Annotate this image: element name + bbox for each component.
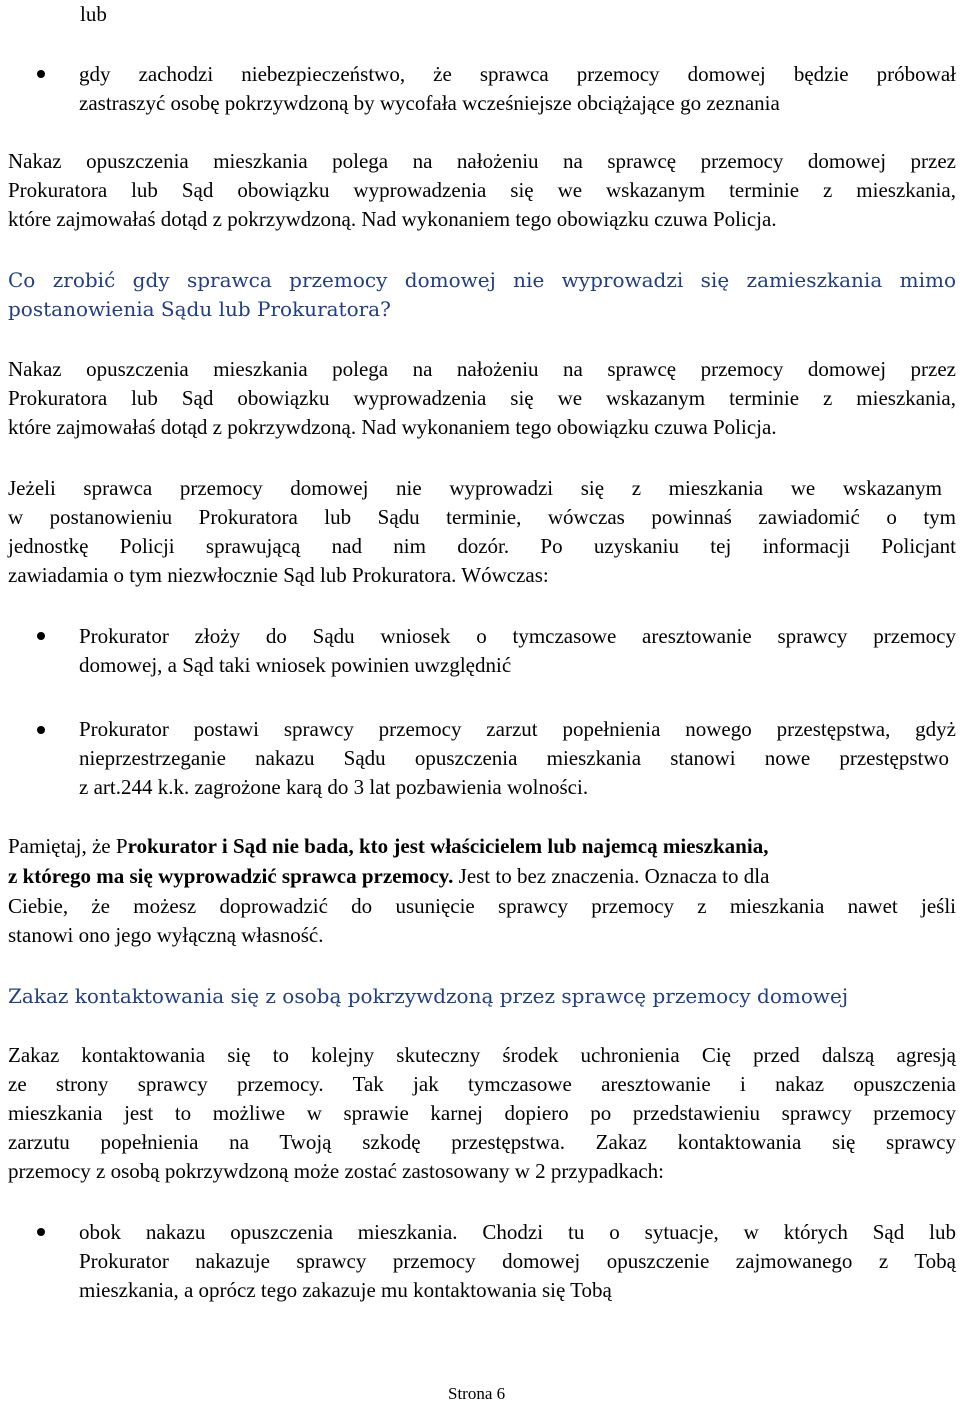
para5-line4: zarzutu popełnienia na Twoją szkodę przestępstwa. Zakaz kontaktowania się sprawcy: [8, 1130, 956, 1154]
para4-line4: stanowi ono jego wyłączną własność.: [8, 923, 324, 947]
bullet2-line1: Prokurator złoży do Sądu wniosek o tymczasowe aresztowanie sprawcy przemocy: [79, 624, 956, 648]
para4-line2-bold: z którego ma się wyprowadzić sprawca przemocy.: [8, 864, 454, 888]
bullet-dot: [37, 726, 45, 734]
bullet3-line1: Prokurator postawi sprawcy przemocy zarzut popełnienia nowego przestępstwa, gdyż: [79, 717, 956, 741]
bullet2-line2: domowej, a Sąd taki wniosek powinien uwzględnić: [79, 653, 512, 677]
para5-line2: ze strony sprawcy przemocy. Tak jak tymczasowe aresztowanie i nakaz opuszczenia: [8, 1072, 956, 1096]
para4-line2-plain: Jest to bez znaczenia. Oznacza to dla: [453, 864, 770, 888]
bullet1-line1: gdy zachodzi niebezpieczeństwo, że sprawca przemocy domowej będzie próbował: [79, 62, 956, 86]
para3-line1: Jeżeli sprawca przemocy domowej nie wyprowadzi się z mieszkania we wskazanym: [8, 476, 942, 500]
para4-line2: [8, 862, 769, 891]
para2-line1: Nakaz opuszczenia mieszkania polega na nałożeniu na sprawcę przemocy domowej przez: [8, 357, 956, 381]
para3-line2: w postanowieniu Prokuratora lub Sądu terminie, wówczas powinnaś zawiadomić o tym: [8, 505, 956, 529]
bullet-dot: [37, 632, 45, 640]
bullet-dot: [37, 1228, 45, 1236]
bullet3-line2: nieprzestrzeganie nakazu Sądu opuszczenia mieszkania stanowi nowe przestępstwo: [79, 746, 949, 770]
heading1-line2: postanowienia Sądu lub Prokuratora?: [8, 297, 391, 321]
heading1-line1: Co zrobić gdy sprawca przemocy domowej nie wyprowadzi się zamieszkania mimo: [8, 268, 956, 292]
para5-line1: Zakaz kontaktowania się to kolejny skuteczny środek uchronienia Cię przed dalszą agresją: [8, 1043, 956, 1067]
para5-line3: mieszkania jest to możliwe w sprawie karnej dopiero po przedstawieniu sprawcy przemocy: [8, 1101, 956, 1125]
bullet4-line2: Prokurator nakazuje sprawcy przemocy domowej opuszczenie zajmowanego z Tobą: [79, 1249, 956, 1273]
heading2: Zakaz kontaktowania się z osobą pokrzywdzoną przez sprawcę przemocy domowej: [8, 984, 849, 1008]
para2-line3: które zajmowałaś dotąd z pokrzywdzoną. Nad wykonaniem tego obowiązku czuwa Policja.: [8, 415, 777, 439]
bullet4-line3: mieszkania, a oprócz tego zakazuje mu kontaktowania się Tobą: [79, 1278, 612, 1302]
para3-line3: jednostkę Policji sprawującą nad nim dozór. Po uzyskaniu tej informacji Policjant: [8, 534, 956, 558]
para1-line2: Prokuratora lub Sąd obowiązku wyprowadzenia się we wskazanym terminie z mieszkania,: [8, 178, 956, 202]
para4-line1-bold: rokurator i Sąd nie bada, kto jest właścicielem lub najemcą mieszkania,: [127, 834, 769, 858]
bullet-dot: [37, 70, 45, 78]
bullet1-line2: zastraszyć osobę pokrzywdzoną by wycofała wcześniejsze obciążające go zeznania: [79, 91, 780, 115]
para2-line2: Prokuratora lub Sąd obowiązku wyprowadzenia się we wskazanym terminie z mieszkania,: [8, 386, 956, 410]
para4-line3: Ciebie, że możesz doprowadzić do usunięcie sprawcy przemocy z mieszkania nawet jeśli: [8, 894, 956, 918]
para1-line1: Nakaz opuszczenia mieszkania polega na nałożeniu na sprawcę przemocy domowej przez: [8, 149, 956, 173]
para1-line3: które zajmowałaś dotąd z pokrzywdzoną. Nad wykonaniem tego obowiązku czuwa Policja.: [8, 207, 777, 231]
text-lub: lub: [80, 2, 107, 26]
para5-line5: przemocy z osobą pokrzywdzoną może zostać zastosowany w 2 przypadkach:: [8, 1159, 665, 1183]
para4-line1-plain: Pamiętaj, że P: [8, 834, 128, 858]
para3-line4: zawiadamia o tym niezwłocznie Sąd lub Prokuratora. Wówczas:: [8, 563, 549, 587]
bullet3-line3: z art.244 k.k. zagrożone karą do 3 lat pozbawienia wolności.: [79, 775, 589, 799]
page-number: Strona 6: [448, 1384, 506, 1403]
bullet4-line1: obok nakazu opuszczenia mieszkania. Chodzi tu o sytuacje, w których Sąd lub: [79, 1220, 956, 1244]
para4-line1: [8, 832, 768, 861]
